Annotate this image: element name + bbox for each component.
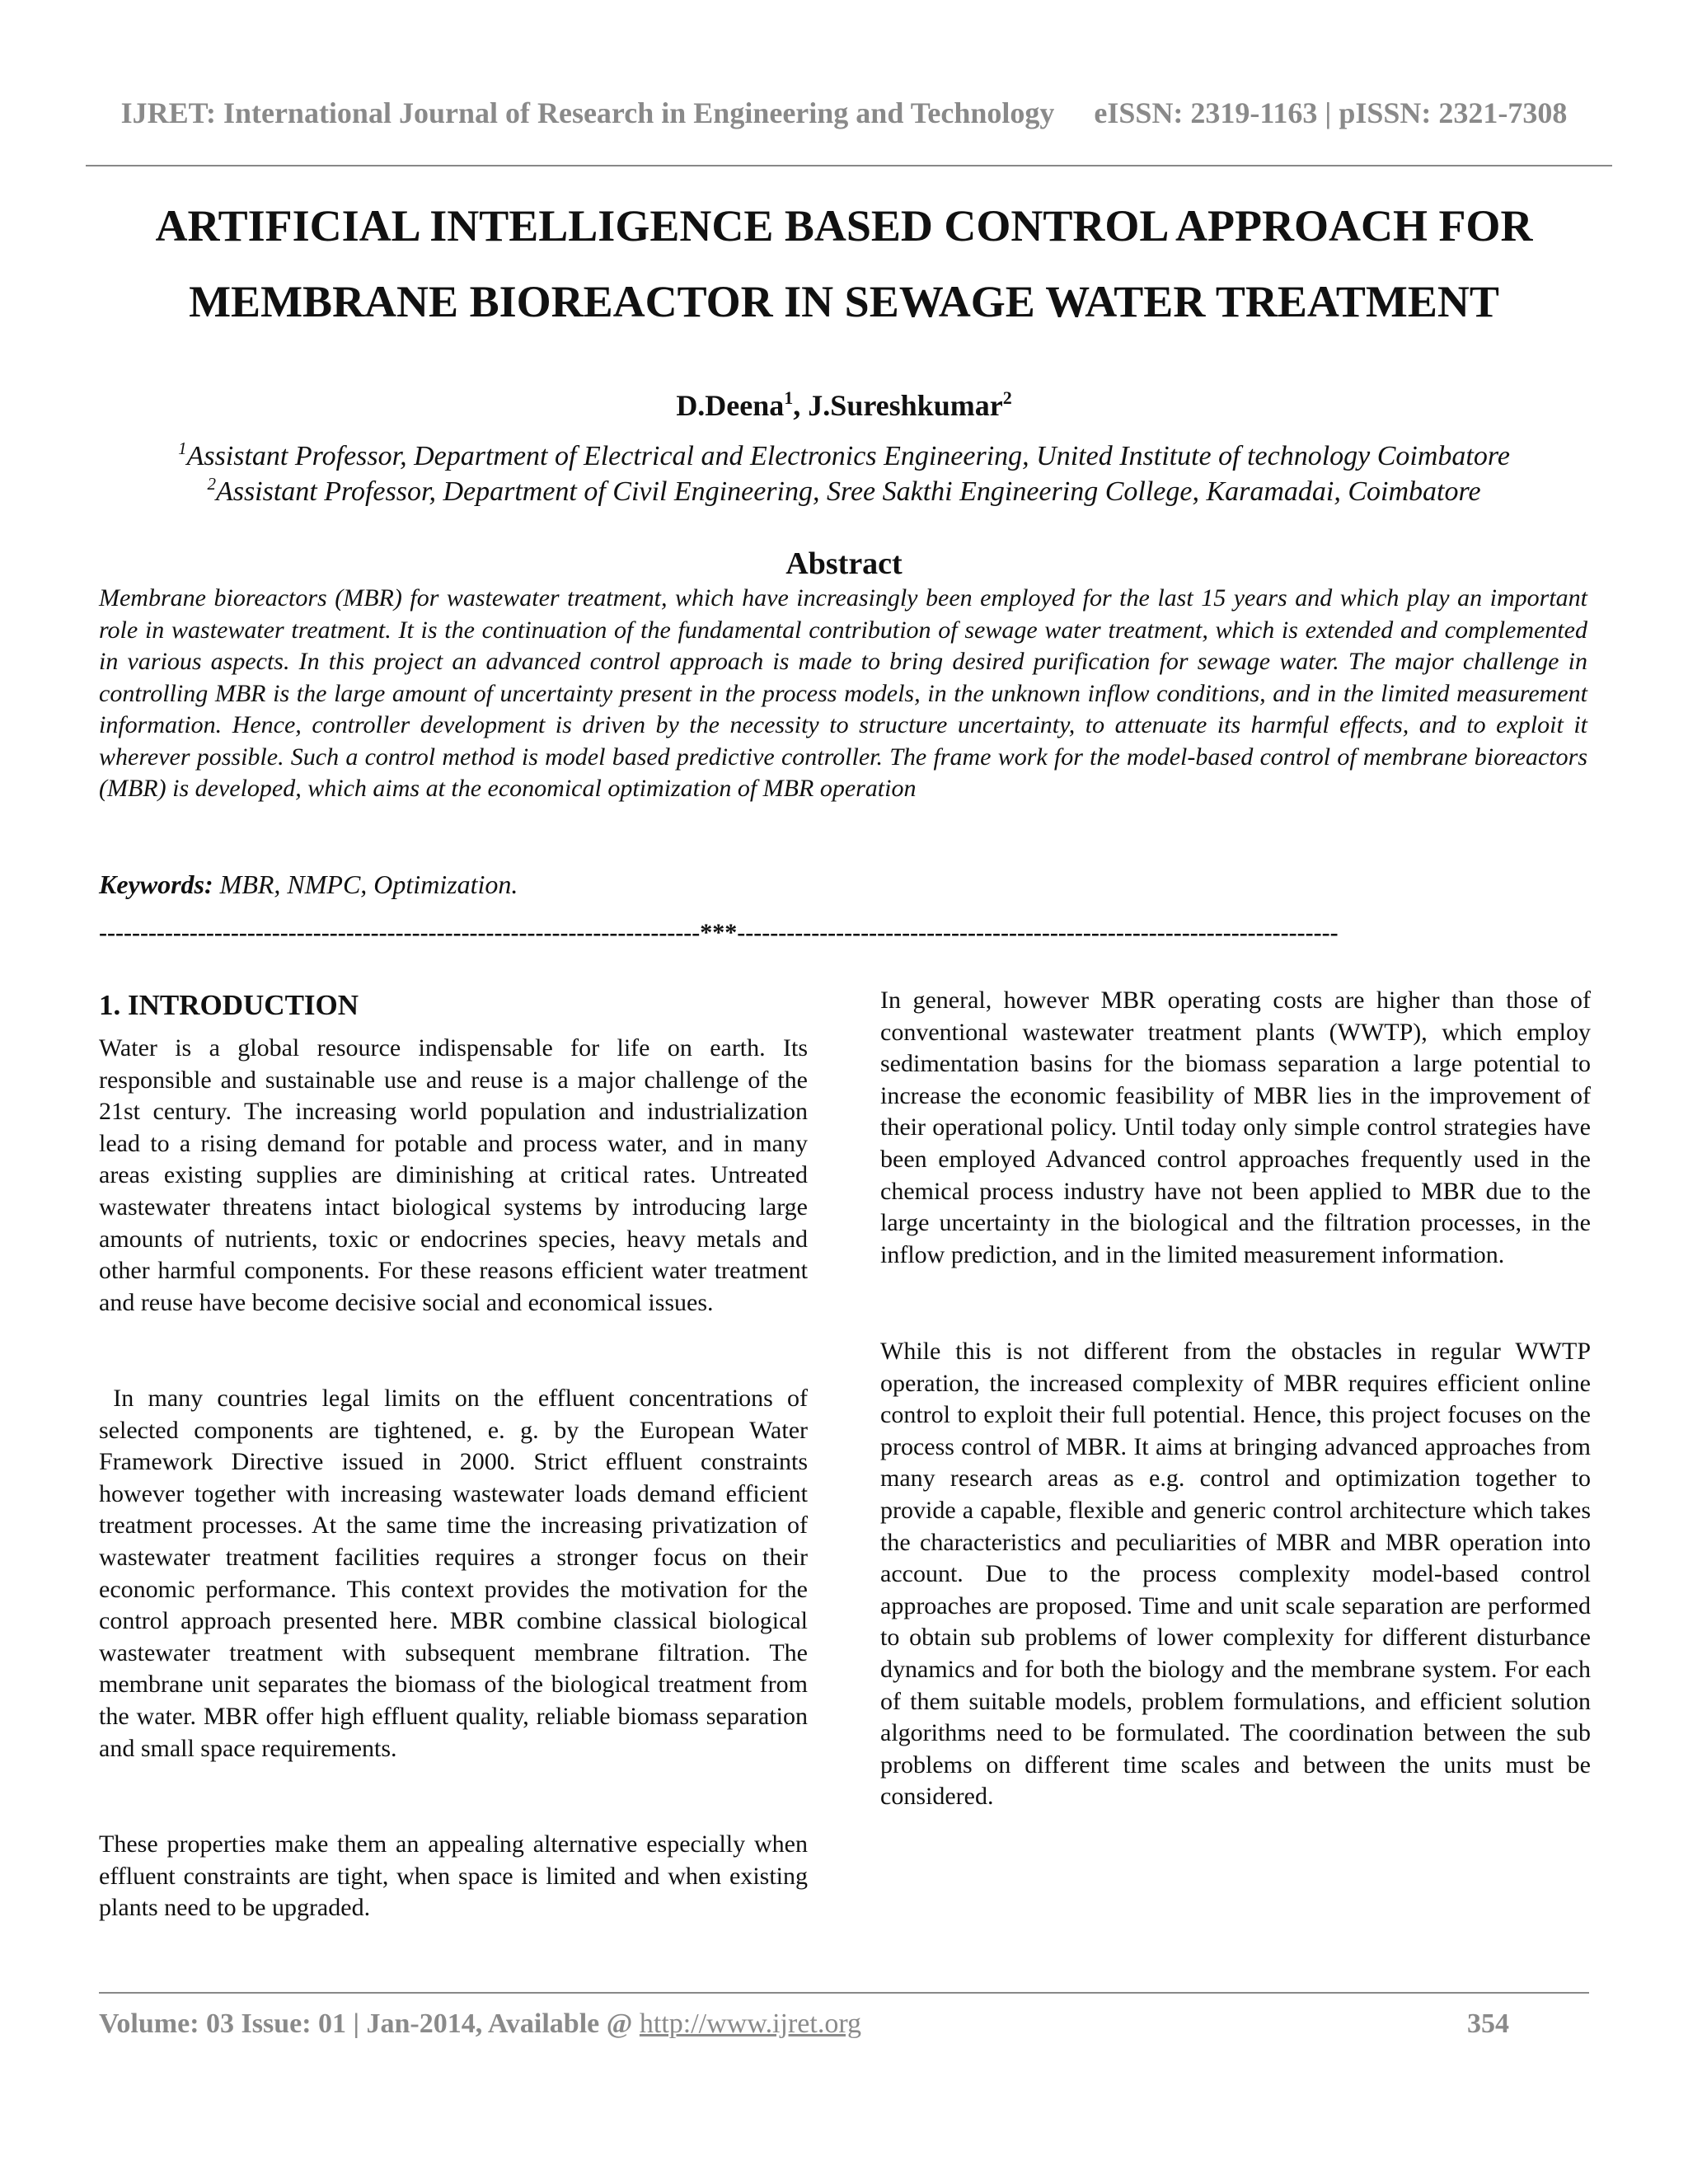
left-paragraph-1 bbox=[99, 1033, 808, 1319]
keywords bbox=[99, 869, 1587, 900]
affiliation-1-sup: 1 bbox=[178, 438, 187, 458]
affiliation-2 bbox=[0, 474, 1688, 508]
author-2-sup: 2 bbox=[1002, 387, 1012, 408]
journal-name: IJRET: International Journal of Research in Engineering and Technology bbox=[120, 96, 1055, 129]
footer-rule bbox=[99, 1992, 1589, 1994]
running-header bbox=[0, 96, 1688, 130]
section-separator: -------------------------------------------------------------------------***------------------------------------------------------------------------- bbox=[99, 919, 1339, 946]
affiliation-1 bbox=[0, 438, 1688, 472]
header-rule bbox=[86, 165, 1612, 166]
right-paragraph-2 bbox=[880, 1336, 1591, 1813]
footer-volume: Volume: 03 Issue: 01 | Jan-2014, Available @ bbox=[99, 2008, 640, 2039]
abstract-text: Membrane bioreactors (MBR) for wastewater treatment, which have increasingly been employed for the last 15 years and which play an important role in wastewater treatment. It is the continuation of the fundamental contribution of sewage water treatment, which is extended and complemented in various aspects. In this project an advanced control approach is made to bring desired purification for sewage water. The major challenge in controlling MBR is the large amount of uncertainty present in the process models, in the unknown inflow conditions, and in the limited measurement information. Hence, controller development is driven by the necessity to structure uncertainty, to attenuate its harmful effects, and to exploit it wherever possible. Such a control method is model based predictive controller. The frame work for the model-based control of membrane bioreactors (MBR) is developed, which aims at the economical optimization of MBR operation bbox=[99, 584, 1587, 802]
paragraph: In general, however MBR operating costs are higher than those of conventional wastewater treatment plants (WWTP), which employ sedimentation basins for the biomass separation a large potential to increase the economic feasibility of MBR lies in the improvement of their operational policy. Until today only simple control strategies have been employed Advanced control approaches frequently used in the chemical process industry have not been applied to MBR due to the large uncertainty in the biological and the filtration processes, in the inflow prediction, and in the limited measurement information. bbox=[880, 987, 1591, 1268]
left-paragraph-2 bbox=[99, 1383, 814, 1765]
footer-url-link[interactable]: http://www.ijret.org bbox=[639, 2008, 862, 2039]
title-line-2: MEMBRANE BIOREACTOR IN SEWAGE WATER TREATMENT bbox=[189, 277, 1499, 326]
affiliation-2-text: Assistant Professor, Department of Civil Engineering, Sree Sakthi Engineering College, Karamadai, Coimbatore bbox=[215, 476, 1481, 507]
paragraph: These properties make them an appealing alternative especially when effluent constraints are tight, when space is limited and when existing plants need to be upgraded. bbox=[99, 1830, 808, 1922]
section-heading-introduction: 1. INTRODUCTION bbox=[99, 989, 359, 1021]
affiliation-1-text: Assistant Professor, Department of Electrical and Electronics Engineering, United Institute of technology Coimbatore bbox=[186, 441, 1510, 471]
left-paragraph-3 bbox=[99, 1829, 808, 1924]
affiliation-2-sup: 2 bbox=[207, 474, 216, 494]
footer-volume-info bbox=[99, 2008, 861, 2040]
keywords-label: Keywords: bbox=[99, 869, 213, 899]
title-line-1: ARTIFICIAL INTELLIGENCE BASED CONTROL APPROACH FOR bbox=[155, 201, 1533, 251]
keywords-value: MBR, NMPC, Optimization. bbox=[213, 869, 518, 899]
page-number: 354 bbox=[1467, 2008, 1509, 2039]
issn-info: eISSN: 2319-1163 | pISSN: 2321-7308 bbox=[1094, 96, 1568, 129]
right-paragraph-1 bbox=[880, 985, 1591, 1271]
abstract-heading: Abstract bbox=[785, 546, 903, 581]
author-separator: , bbox=[793, 389, 809, 422]
author-1: D.Deena bbox=[676, 389, 785, 422]
authors bbox=[0, 387, 1688, 423]
paragraph: In many countries legal limits on the effluent concentrations of selected components are tightened, e. g. by the European Water Framework Directive issued in 2000. Strict effluent constraints however together with increasing wastewater loads demand efficient treatment processes. At the same time the increasing privatization of wastewater treatment facilities requires a stronger focus on their economic performance. This context provides the motivation for the control approach presented here. MBR combine classical biological wastewater treatment with subsequent membrane filtration. The membrane unit separates the biomass of the biological treatment from the water. MBR offer high effluent quality, reliable biomass separation and small space requirements. bbox=[99, 1385, 814, 1762]
author-1-sup: 1 bbox=[784, 387, 794, 408]
paragraph: Water is a global resource indispensable for life on earth. Its responsible and sustainable use and reuse is a major challenge of the 21st century. The increasing world population and industrialization lead to a rising demand for potable and process water, and in many areas existing supplies are diminishing at critical rates. Untreated wastewater threatens intact biological systems by introducing large amounts of nutrients, toxic or endocrines species, heavy metals and other harmful components. For these reasons efficient water treatment and reuse have become decisive social and economical issues. bbox=[99, 1034, 808, 1316]
paragraph: While this is not different from the obstacles in regular WWTP operation, the increased complexity of MBR requires efficient online control to exploit their full potential. Hence, this project focuses on the process control of MBR. It aims at bringing advanced approaches from many research areas as e.g. control and optimization together to provide a capable, flexible and generic control architecture which takes the characteristics and peculiarities of MBR and MBR operation into account. Due to the process complexity model-based control approaches are proposed. Time and unit scale separation are performed to obtain sub problems of lower complexity for different disturbance dynamics and for both the biology and the membrane system. For each of them suitable models, problem formulations, and efficient solution algorithms need to be formulated. The coordination between the sub problems on different time scales and between the units must be considered. bbox=[880, 1338, 1591, 1811]
author-2: J.Sureshkumar bbox=[808, 389, 1003, 422]
